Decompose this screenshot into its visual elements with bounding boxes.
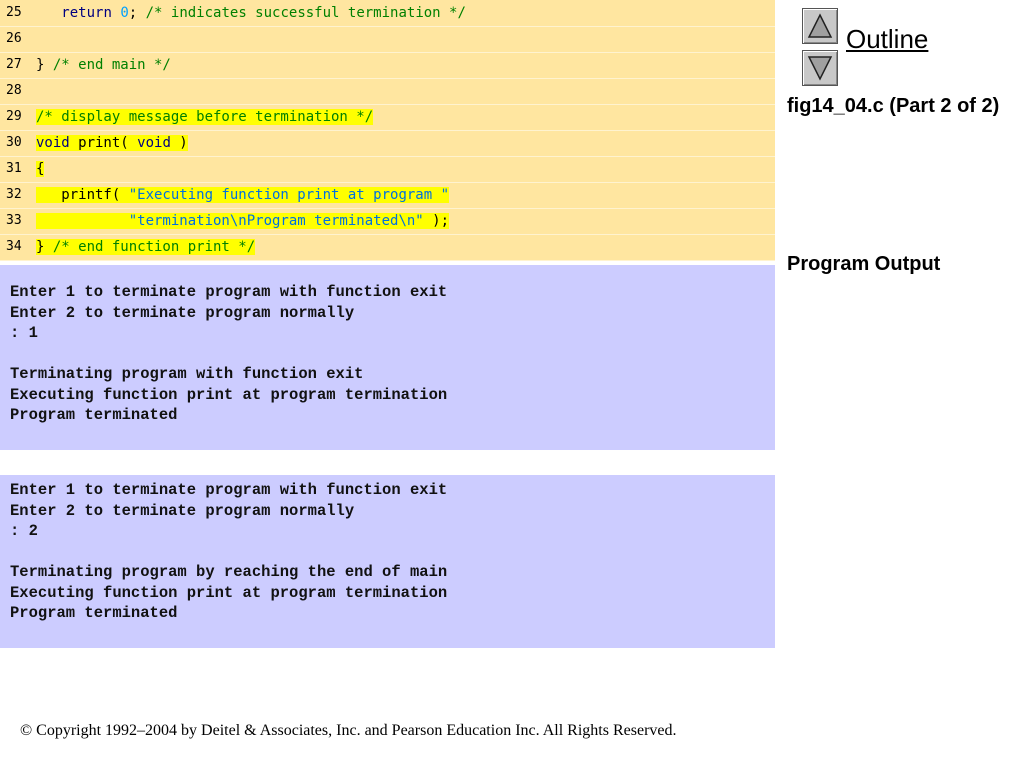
previous-slide-button[interactable] bbox=[802, 8, 838, 44]
output-line: : 2 bbox=[10, 522, 38, 540]
program-output-1 bbox=[0, 265, 775, 450]
code-line bbox=[0, 78, 775, 105]
code-token: /* end main */ bbox=[52, 57, 171, 73]
output-line: Enter 1 to terminate program with function exit bbox=[10, 283, 448, 301]
line-number: 33 bbox=[6, 213, 22, 228]
code-token bbox=[36, 5, 61, 21]
code-text bbox=[36, 130, 188, 156]
output-line: Enter 2 to terminate program normally bbox=[10, 501, 355, 520]
code-token: { bbox=[36, 161, 45, 177]
file-caption: fig14_04.c (Part 2 of 2) bbox=[787, 95, 1000, 117]
code-text bbox=[36, 52, 171, 78]
output-line: Executing function print at program termination bbox=[10, 583, 448, 602]
code-line bbox=[0, 156, 775, 183]
code-token: print( bbox=[69, 135, 138, 151]
line-number: 28 bbox=[6, 83, 22, 98]
output-line: : 1 bbox=[10, 324, 38, 342]
code-line bbox=[0, 52, 775, 79]
code-text bbox=[36, 234, 255, 260]
code-token: return bbox=[61, 5, 112, 21]
code-token: printf( bbox=[36, 187, 129, 203]
code-line bbox=[0, 234, 775, 261]
code-text bbox=[36, 208, 449, 234]
output-line: Program terminated bbox=[10, 604, 178, 622]
line-number: 32 bbox=[6, 187, 22, 202]
triangle-up-icon bbox=[807, 13, 833, 39]
code-token: "Executing function print at program " bbox=[128, 187, 450, 203]
code-token: 0 bbox=[120, 5, 129, 21]
code-token: /* indicates successful termination */ bbox=[145, 5, 466, 21]
triangle-down-icon bbox=[807, 55, 833, 81]
outline-link[interactable]: Outline bbox=[846, 24, 929, 54]
code-line bbox=[0, 0, 775, 27]
code-token: } bbox=[36, 57, 53, 73]
code-token: "termination\nProgram terminated\n" bbox=[128, 213, 424, 229]
code-token bbox=[36, 213, 129, 229]
code-text bbox=[36, 104, 373, 130]
output-line: Terminating program by reaching the end of main bbox=[10, 563, 448, 581]
code-token: ); bbox=[423, 213, 450, 229]
code-token: void bbox=[137, 135, 171, 151]
code-line bbox=[0, 130, 775, 157]
output-line: Program terminated bbox=[10, 406, 178, 424]
code-token: ; bbox=[128, 5, 146, 21]
code-token: ) bbox=[170, 135, 188, 151]
code-line bbox=[0, 104, 775, 131]
output-line: Enter 2 to terminate program normally bbox=[10, 303, 355, 322]
code-token: void bbox=[36, 135, 70, 151]
line-number: 26 bbox=[6, 31, 22, 46]
output-line: Enter 1 to terminate program with function exit bbox=[10, 481, 448, 499]
code-text bbox=[36, 182, 449, 208]
output-line: Terminating program with function exit bbox=[10, 365, 364, 383]
next-slide-button[interactable] bbox=[802, 50, 838, 86]
code-token: /* display message before termination */ bbox=[36, 109, 374, 125]
line-number: 30 bbox=[6, 135, 22, 150]
code-listing-panel bbox=[0, 0, 775, 260]
output-line: Executing function print at program termination bbox=[10, 385, 448, 404]
line-number: 27 bbox=[6, 57, 22, 72]
code-line bbox=[0, 208, 775, 235]
code-line bbox=[0, 182, 775, 209]
code-text bbox=[36, 156, 44, 182]
line-number: 29 bbox=[6, 109, 22, 124]
program-output-2 bbox=[0, 475, 775, 648]
line-number: 34 bbox=[6, 239, 22, 254]
code-token: } bbox=[36, 239, 53, 255]
line-number: 31 bbox=[6, 161, 22, 176]
code-line bbox=[0, 26, 775, 53]
line-number: 25 bbox=[6, 5, 22, 20]
copyright-notice: © Copyright 1992–2004 by Deitel & Associates, Inc. and Pearson Education Inc. All Rights Reserved. bbox=[20, 722, 677, 739]
code-text bbox=[36, 0, 466, 26]
code-token: /* end function print */ bbox=[52, 239, 256, 255]
program-output-caption: Program Output bbox=[787, 253, 941, 275]
